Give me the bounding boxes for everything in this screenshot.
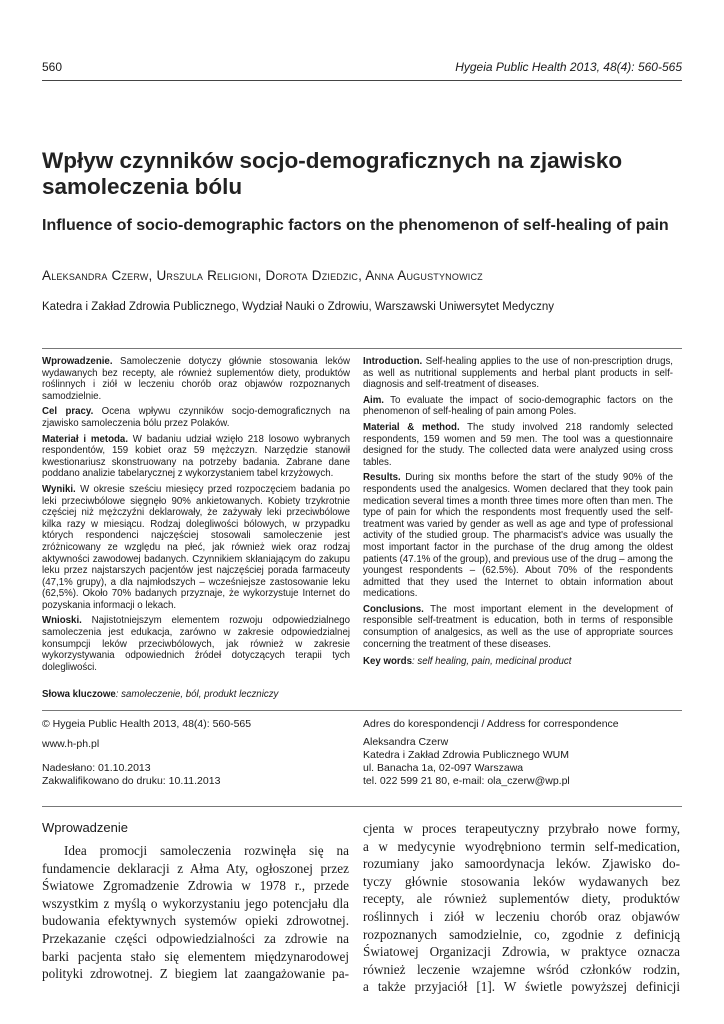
correspondence-heading: Adres do korespondencji / Address for correspondence bbox=[363, 718, 619, 730]
abstract-pl-aim: Cel pracy. Ocena wpływu czynników socjo-demograficznych na zjawisko samoleczenia bólu przez Polaków. bbox=[42, 406, 351, 429]
keywords-polish: Słowa kluczowe: samoleczenie, ból, produkt leczniczy bbox=[42, 689, 279, 700]
copyright: © Hygeia Public Health 2013, 48(4): 560-565 bbox=[42, 718, 252, 730]
info-divider bbox=[42, 710, 682, 711]
body-line: rozumiany jako samoordynacja leków. Zjawisko do- bbox=[363, 856, 680, 872]
abstract-polish bbox=[42, 356, 350, 677]
abstract-en-results: Results. During six months before the start of the study 90% of the respondents used the analgesics. Women declared that they took pain medication several times a month three times more often than men. The type of pain for which the respondents most frequently used the self-treatment was varied by gender as well as age and type of professional activity of the studied group. The pharmacist's advice was usually the most important factor in the purchase of the drug among the oldest patients (47.1% of the group), and previous use of the drug – among the youngest respondents – (62.5%). About 70% of the respondents admitted that they used the Internet to obtain information about medications. bbox=[363, 472, 673, 600]
body-line: Światowe Zgromadzenie Zdrowia w 1978 r., przede bbox=[42, 878, 349, 894]
page-number: 560 bbox=[42, 60, 63, 74]
correspondence-contact: tel. 022 599 21 80, e-mail: ola_czerw@wp.pl bbox=[363, 775, 570, 787]
body-line: rozpoznanych samodzielnie, co, zgodnie z definicją bbox=[363, 926, 680, 942]
received-date: Nadesłano: 01.10.2013 bbox=[42, 762, 151, 774]
abstract-en-intro: Introduction. Self-healing applies to the use of non-prescription drugs, as well as nutritional supplements and herbal plant products in self-diagnosis and self-treatment of diseases. bbox=[363, 356, 673, 391]
website: www.h-ph.pl bbox=[42, 738, 100, 750]
affiliation: Katedra i Zakład Zdrowia Publicznego, Wydział Nauki o Zdrowiu, Warszawski Uniwersytet Medyczny bbox=[42, 301, 555, 313]
body-line: Przekazanie części odpowiedzialności za zdrowie na bbox=[42, 930, 349, 946]
body-line: Światowej Organizacji Zdrowia, w praktyce oznacza bbox=[363, 944, 680, 960]
correspondence-info bbox=[363, 718, 683, 788]
header-divider bbox=[42, 80, 682, 81]
journal-reference: Hygeia Public Health 2013, 48(4): 560-565 bbox=[455, 60, 682, 74]
publication-info bbox=[42, 718, 342, 788]
body-column-left bbox=[42, 842, 349, 983]
body-line: cjenta w proces terapeutyczny przybrało nowe formy, bbox=[363, 821, 680, 836]
abstract-en-aim: Aim. To evaluate the impact of socio-demographic factors on the phenomenon of self-healing of pain among Poles. bbox=[363, 394, 673, 418]
body-column-right bbox=[363, 820, 680, 996]
body-divider bbox=[42, 806, 682, 807]
body-line: wszystkim z myślą o wykorzystaniu jego potencjału dla bbox=[42, 895, 349, 911]
body-line: a także przyjaciół [1]. W świetle powyższej definicji bbox=[363, 979, 680, 995]
body-line: polityki zdrowotnej. Z biegiem lat zaangażowanie pa- bbox=[42, 966, 349, 982]
abstract-pl-results: Wyniki. W okresie sześciu miesięcy przed rozpoczęciem badania po leki przeciwbólowe sięgnęło 90% ankietowanych. Kobiety trzykrotnie częściej niż mężczyźni deklarowały, że zażywały leki przeciwbólowe kilka razy w miesiącu. Rodzaj dolegliwości bólowych, w przypadku których respondenci najczęściej stosowali samoleczenie jest zróżnicowany ze względu na płeć, jak również wiek oraz rodzaj aktywności zawodowej badanych. Czynnikiem skłaniającym do zakupu leku przez najstarszych pacjentów jest najczęściej porada farmaceuty (47,1% grupy), a dla najmłodszych – wcześniejsze zastosowanie leku (62,5%). Około 70% badanych przyznaje, że wykorzystuje Internet do pozyskania informacji o lekach. bbox=[42, 483, 350, 611]
author-list: Aleksandra Czerw, Urszula Religioni, Dorota Dziedzic, Anna Augustynowicz bbox=[42, 268, 483, 283]
section-heading-intro: Wprowadzenie bbox=[42, 820, 128, 835]
body-line: również leczenie wzajemne wśród członków rodzin, bbox=[363, 961, 680, 977]
body-line: Idea promocji samoleczenia rozwinęła się na bbox=[64, 843, 349, 858]
abstract-en-method: Material & method. The study involved 218 randomly selected respondents, 159 women and 59 men. The tool was a questionnaire designed for the study. The collected data were analyzed using cross tables. bbox=[363, 421, 673, 468]
abstract-pl-method: Materiał i metoda. W badaniu udział wzięło 218 losowo wybranych respondentów, 159 kobiet oraz 59 mężczyzn. Narzędzie stanowił kwestionariusz skonstruowany na potrzeby badania. Zabrane dane poddano analizie tabelarycznej z wykorzystaniem tabel krzyżowych. bbox=[42, 433, 350, 480]
correspondence-name: Aleksandra Czerw bbox=[363, 736, 449, 748]
abstract-english bbox=[363, 356, 673, 672]
abstract-pl-intro: Wprowadzenie. Samoleczenie dotyczy głównie stosowania leków wydawanych bez recepty, ale również suplementów diety, produktów roślinnych i ziół w leczeniu chorób oraz objawów rozpoznanych samodzielnie. bbox=[42, 356, 350, 402]
body-line: fundamencie deklaracji z Ałma Aty, ogłoszonej przez bbox=[42, 860, 349, 876]
title-english: Influence of socio-demographic factors on the phenomenon of self-healing of pain bbox=[42, 217, 669, 234]
correspondence-street: ul. Banacha 1a, 02-097 Warszawa bbox=[363, 762, 524, 774]
body-line: barki pacjenta stało się elementem międzynarodowej bbox=[42, 948, 349, 964]
accepted-date: Zakwalifikowano do druku: 10.11.2013 bbox=[42, 775, 221, 787]
title-polish: Wpływ czynników socjo-demograficznych na zjawisko samoleczenia bólu bbox=[42, 148, 623, 199]
body-line: budowania efektywnych systemów opieki zdrowotnej. bbox=[42, 913, 349, 929]
body-line: roślinnych i ziół w leczeniu chorób oraz objawów bbox=[363, 908, 680, 924]
body-line: a w medycynie wyodrębniono termin self-medication, bbox=[363, 838, 680, 854]
abstract-pl-conclusions: Wnioski. Najistotniejszym elementem rozwoju odpowiedzialnego samoleczenia jest edukacja, zarówno w zakresie odpowiedzialnej konsumpcji leków przeciwbólowych, jak również w zakresie wykorzystywania odpowiednich źródeł dotyczących terapii tych dolegliwości. bbox=[42, 615, 350, 673]
abstract-en-conclusions: Conclusions. The most important element in the development of responsible self-treatment is education, both in terms of responsible consumption of analgesics, as well as the use of appropriate sources concerning the treatment of these diseases. bbox=[363, 603, 673, 650]
keywords-english: Key words: self healing, pain, medicinal product bbox=[363, 656, 572, 668]
correspondence-institution: Katedra i Zakład Zdrowia Publicznego WUM bbox=[363, 749, 570, 761]
abstract-divider bbox=[42, 348, 682, 349]
body-line: recepty, ale również suplementów diety, produktów bbox=[363, 891, 680, 907]
body-line: tyczy głównie stosowania leków wydawanych bez bbox=[363, 873, 680, 889]
